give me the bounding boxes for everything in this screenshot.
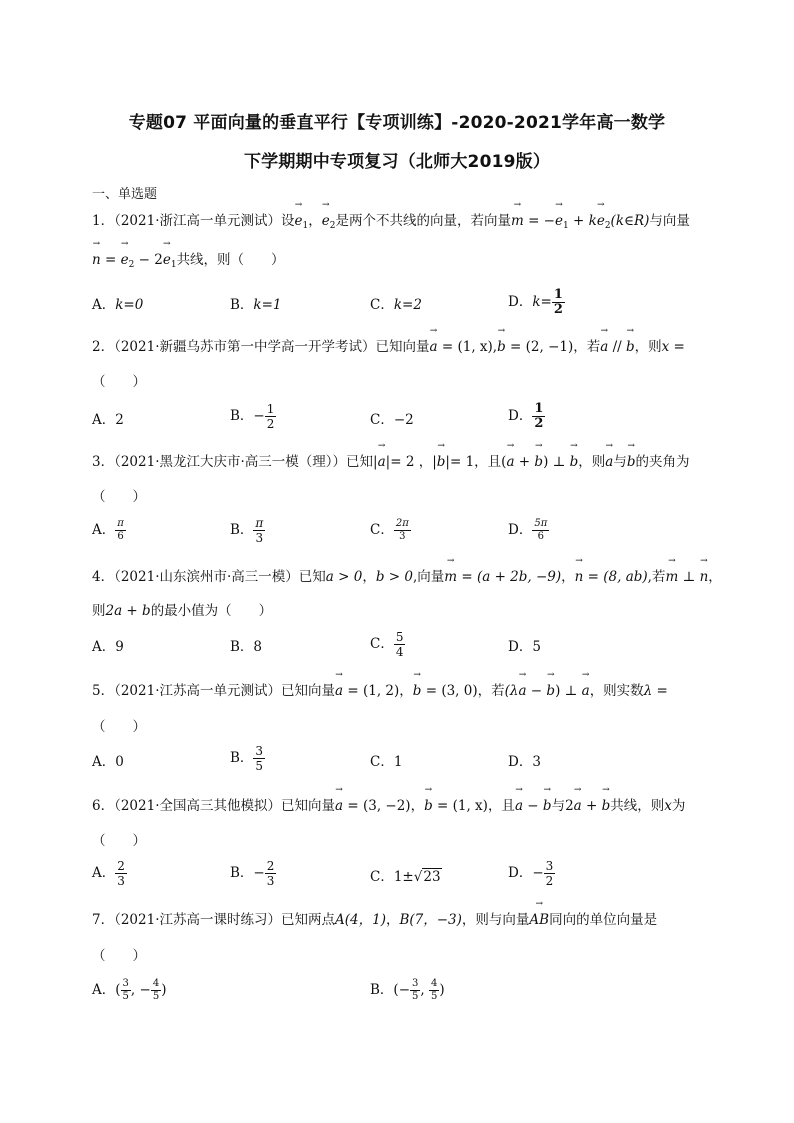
q3-option-c[interactable]: C． $\frac{2\pi}{3}$ [370,518,409,542]
question-7: 7．（2021·江苏高一课时练习）已知两点A(4，1)，B(7，−3)，则与向量→ AB同向的单位向量是 [92,910,657,930]
q5-option-a[interactable]: A．0 [92,754,124,770]
q4-option-d[interactable]: D．5 [508,639,541,655]
question-3: 3．（2021·黑龙江大庆市·高三一模（理））已知|→ a|= 2 ，|→ b|= 1，且(→ a + → b) ⊥ → b，则→ a与→ b的夹角为 [92,452,689,472]
q6-option-a[interactable]: A． $\frac{2}{3}$ [92,859,125,888]
q5-option-b[interactable]: B． $\frac{3}{5}$ [230,744,264,773]
q1-option-a[interactable]: A．k=0 [92,297,144,313]
question-7-paren: （ ） [92,948,146,964]
question-2-paren: （ ） [92,374,146,390]
question-5-paren: （ ） [92,719,146,735]
question-6: 6．（2021·全国高三其他模拟）已知向量→ a = (3, −2)，→ b = (1, x)，且→ a − → b与2→ a + → b共线，则x为 [92,796,685,816]
section-heading: 一、单选题 [92,187,158,202]
q1-option-b[interactable]: B．k=1 [230,297,282,313]
q3-option-d[interactable]: D． $\frac{5\pi}{6}$ [508,518,548,542]
question-6-paren: （ ） [92,833,146,849]
title-line-1: 专题07 平面向量的垂直平行【专项训练】-2020-2021学年高一数学 [128,113,666,133]
q2-option-b[interactable]: B．− $\frac{1}{2}$ [230,402,275,431]
q7-option-b[interactable]: B．(− $\frac{3}{5}$ , $\frac{4}{5}$ ) [370,978,445,1002]
q2-option-a[interactable]: A．2 [92,412,124,428]
title-line-2: 下学期期中专项复习（北师大2019版） [243,152,551,172]
question-1-line-2: → n = → $e_2 - 2\to e_1$共线，则（ ） [92,250,285,275]
q6-option-d[interactable]: D．− $\frac{3}{2}$ [508,859,554,888]
question-3-paren: （ ） [92,489,146,505]
question-4: 4．（2021·山东滨州市·高三一模）已知a > 0，b > 0,向量→ m = (a + 2b, −9)，→ n = (8, ab),若→ m ⊥ → n， [92,567,722,587]
question-2: 2．（2021·新疆乌苏市第一中学高一开学考试）已知向量→ a = (1, x),→ b = (2, −1)，若→ a // → b，则x = [92,337,685,357]
q4-option-a[interactable]: A．9 [92,639,124,655]
q2-option-d[interactable]: D． $\frac{1}{2}$ [508,401,544,431]
q3-option-a[interactable]: A． $\frac{\pi}{6}$ [92,518,124,542]
question-1: 1．（2021·浙江高一单元测试）设→ $e_1$，→ $e_2$是两个不共线的向量，若向量→ m = −→ $e_1 + k\to$ $e_2(k\in R)$与向量 [92,211,690,236]
q6-option-c[interactable]: C．1±√23 [370,869,441,885]
q1-option-c[interactable]: C．k=2 [370,297,422,313]
q4-option-c[interactable]: C． $\frac{5}{4}$ [370,630,404,659]
question-5: 5．（2021·江苏高一单元测试）已知向量→ a = (1, 2)，→ b = (3, 0)，若(λ→ a − → b) ⊥ → a，则实数λ = [92,681,668,701]
sqrt-icon: √ [413,869,423,885]
q6-option-b[interactable]: B．− $\frac{2}{3}$ [230,859,275,888]
q4-option-b[interactable]: B．8 [230,639,263,655]
q7-option-a[interactable]: A．( $\frac{3}{5}$ , − $\frac{4}{5}$ ) [92,978,167,1002]
q5-option-d[interactable]: D．3 [508,754,541,770]
q5-option-c[interactable]: C．1 [370,754,403,770]
q1-option-d[interactable]: D．k= $\frac{1}{2}$ [508,287,563,317]
q3-option-b[interactable]: B． $\frac{\pi}{3}$ [230,516,264,545]
q2-option-c[interactable]: C．−2 [370,412,414,428]
question-4-line-2: 则2a + b的最小值为（ ） [92,603,273,619]
